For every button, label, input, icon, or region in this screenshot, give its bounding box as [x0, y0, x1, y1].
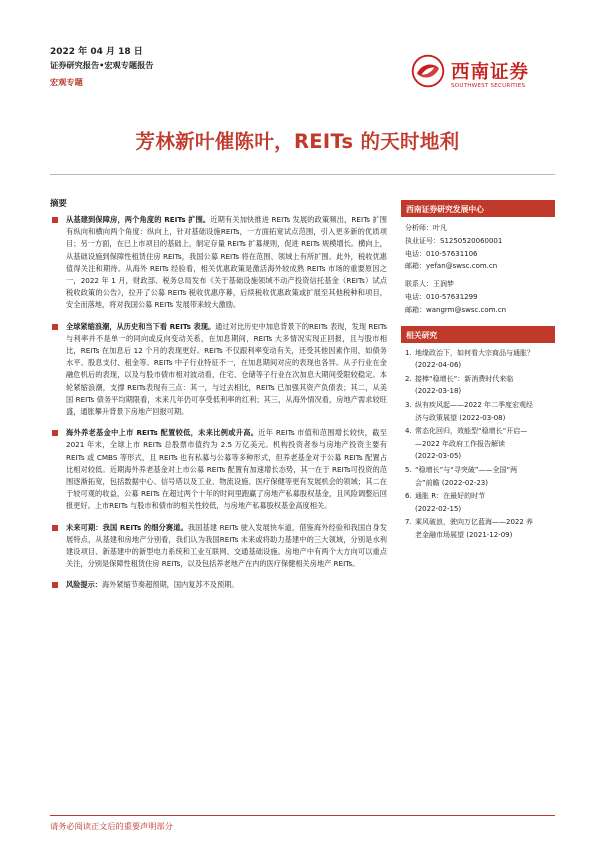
abstract-body: [50, 214, 387, 592]
related-item-text: (2022-03-18): [415, 387, 462, 396]
paragraph-text: 海外紧缩节奏超预期，国内复苏不及预期。: [101, 580, 239, 590]
report-category: 宏观专题: [50, 77, 83, 87]
related-item-number: 7.: [405, 518, 412, 527]
paragraph-text: 策的公告》，拉开了公募 REITs 税收优惠序幕，后续税收优惠政策或扩展至其: [88, 288, 336, 298]
related-item-text: 济与政策展望 (2022-03-08): [415, 413, 506, 422]
bullet-square-icon: [52, 525, 58, 531]
paragraph-lead: 海外养老基金中上市 REITs 配置较低，未来比例或升高。: [66, 428, 259, 438]
header-divider: [50, 174, 555, 175]
abstract-paragraph: [50, 214, 387, 312]
footer-disclaimer: 请务必阅读正文后的重要声明部分: [50, 821, 173, 831]
related-item[interactable]: [405, 516, 551, 541]
company-name-en: SOUTHWEST SECURITIES: [451, 83, 526, 89]
team-heading: 西南证券研究发展中心: [401, 200, 555, 217]
paragraph-text: REITs，一方面拓宽试点范围，引入更多新的优质项目；另一方面，在已上市: [66, 227, 387, 249]
analyst-row: 电话：010-57631299: [405, 292, 478, 301]
report-title: 芳林新叶催陈叶，REITs 的天时地利: [135, 130, 460, 153]
analyst-row: 邮箱：wangrm@swsc.com.cn: [405, 305, 507, 314]
related-item-number: 4.: [405, 427, 412, 436]
paragraph-text: 近期海外养老基金对上市公募 REITs 配置有加速增长态势，其一在于 REITs: [109, 464, 351, 474]
paragraph-text: 所扩围。此外，税收优惠值得关注和期待。从海外 REITs 经验看，相关优惠: [66, 251, 387, 273]
paragraph-text: 近期有关加快推进 REITs 发展的: [210, 215, 315, 224]
related-item-number: 5.: [405, 465, 412, 474]
company-logo: [411, 52, 551, 96]
analyst-info: [401, 217, 555, 317]
related-item-number: 2.: [405, 374, 412, 383]
related-item[interactable]: [405, 347, 551, 372]
report-type: 证券研究报告•宏观专题报告: [50, 60, 154, 70]
paragraph-text: 政策是激活海外较成熟 REITs 市场的重要原因之一，2022 年 1 月，财政部、: [66, 263, 387, 286]
related-item[interactable]: [405, 490, 551, 515]
paragraph-lead: 全球紧缩浪潮，从历史和当下看 REITs 表现。: [66, 321, 216, 331]
paragraph-text: 表现有三点：其一，与过去相比，REITs 已加强其资产负债表；其二，从美: [145, 382, 387, 392]
bullet-square-icon: [52, 430, 58, 436]
related-item-text: (2022-03-05): [415, 452, 462, 461]
paragraph-text: REITs 与股市和债市的相关性较低，与房地产私募股权基金高度相关。: [109, 501, 332, 511]
paragraph-text: 近年 REITs 市值和: [258, 428, 320, 438]
related-item[interactable]: [405, 464, 551, 489]
paragraph-text: 我国基建 REITs 驶入发展快车道，借鉴: [187, 522, 314, 532]
related-item-number: 1.: [405, 348, 412, 357]
paragraph-lead: 未来可期：我国 REITs 的细分赛道。: [66, 522, 188, 532]
paragraph-text: 他税种和项目，安全而落地，将对我国公募 REITs 发展带来较大激励。: [66, 288, 387, 310]
related-item-text: —2022 年政府工作报告解读: [415, 439, 506, 448]
abstract-paragraph: [50, 522, 387, 571]
related-item-text: 常态化回归，效能型“稳增长”开启—: [415, 427, 528, 436]
analyst-row: 电话：010-57631106: [405, 249, 478, 258]
paragraph-text: 私募与公募等多种形式，但养老基金对于公募 REITs 配置占比相对较低。: [66, 452, 387, 474]
paragraph-text: 范围增长较快，截至 2021 年末，全球上市 REITs 总股票市值约为 2.5 万亿美: [66, 428, 387, 450]
analyst-row: 分析师：叶凡: [405, 224, 447, 232]
analyst-row: 邮箱：yefan@swsc.com.cn: [405, 262, 498, 271]
related-item-text: (2022-02-15): [415, 504, 462, 513]
paragraph-text: 元。机构投资者参与房地产投资主要有 REITs 或 CMBS 等形式，且 REITs 也有: [66, 440, 387, 462]
paragraph-text: 从基础设施到保障性租赁住房 REITs，我国公募 REITs 将在范围、领域上有: [66, 251, 307, 261]
related-item-text: 通胀 R：在最好的时节: [415, 492, 486, 501]
paragraph-text: 可投资的范围逐渐拓宽，包括数据中心、信号塔以及工业、物流设施、医疗: [66, 464, 387, 487]
paragraph-text: 平、股息支付、租金等。REITs 中子行业特征不一，在加息期间对应的表现: [73, 358, 314, 368]
sidebar: [401, 200, 555, 542]
related-item-text: 乘风破浪，驶向万亿蓝海——2022 养: [415, 518, 534, 527]
related-research-list: [401, 343, 555, 542]
paragraph-text: 项目的基础上，制定存量 REITs 扩募规则，促进 REITs 规模增长。横向上，: [145, 239, 387, 249]
abstract-section: [50, 197, 387, 601]
related-item-number: 3.: [405, 400, 412, 409]
paragraph-text: 期间，REITs 大多情况实现正回报，且与股市相比，REITs 在加息后 12 个月: [66, 333, 387, 356]
bullet-square-icon: [52, 324, 58, 330]
paragraph-lead: 风险提示：: [66, 580, 102, 590]
related-item[interactable]: [405, 373, 551, 398]
related-item-text: “稳增长”与“寻突破”——全国“两: [415, 465, 518, 474]
abstract-paragraph: [50, 427, 387, 512]
paragraph-text: 保健等更有发展机会的领域；其二在于较可观的收益，公募 REITs 在超过两: [66, 477, 387, 499]
related-item-text: 会”前瞻 (2022-02-23): [415, 478, 488, 487]
footer-divider: [50, 815, 555, 816]
abstract-paragraph: [50, 579, 387, 591]
paragraph-text: 通过对比历史中加息背景下的: [215, 321, 310, 331]
paragraph-lead: 从基建到保障房，两个角度的 REITs 扩围。: [66, 215, 211, 224]
related-item-text: 地缘政治下，如何看大宗商品与通胀？: [415, 348, 534, 357]
paragraph-text: 的表现更好。REITs 不仅跟利率变动有关，还受其他因素作用，如债务水: [66, 346, 387, 368]
paragraph-text: 点关注，分别是保障性租赁住房 REITs，以及包括养老地产在内的医疗保健: [66, 547, 387, 569]
related-item-text: (2022-04-06): [415, 361, 462, 370]
paragraph-text: 也各异。从子行业在金融危机后的表现，以及与股市债市相对波动看，住: [66, 358, 387, 380]
related-item-text: 老金融市场展望 (2021-12-09): [415, 530, 513, 539]
analyst-row: 联系人：王润梦: [405, 280, 454, 289]
related-item-text: 纵有疾风起——2022 年二季度宏观经: [415, 400, 534, 409]
bullet-square-icon: [52, 582, 58, 588]
paragraph-text: 宅、仓储等子行业在次加息大期间受限较稳定。本轮紧缩浪潮，支撑 REITs: [66, 370, 387, 392]
related-item[interactable]: [405, 425, 551, 463]
paragraph-text: 新型电力系统和工业互联网、交通基础设施。房地产中有两个大方向可以重: [138, 547, 380, 557]
paragraph-text: 税务总局发布《关于基础设施领域不动产投资信托基金（REITs）试点税收政: [66, 276, 387, 298]
company-logo-mark-icon: [411, 54, 445, 88]
paragraph-text: 海外经验和我国自身发展特点，从基建和房地产分别看，我们认为我国: [66, 522, 387, 544]
related-item[interactable]: [405, 399, 551, 424]
paragraph-text: 国 REITs 债务平均期限看，未来几年仍可享受低利率的红利；其三，从海外: [66, 394, 308, 404]
paragraph-text: 个十年的时间里跑赢了房地产私募股权基金，且风险调整后回报更好。上市: [66, 489, 387, 511]
abstract-paragraph: [50, 321, 387, 419]
bullet-square-icon: [52, 217, 58, 223]
company-name-cn: 西南证券: [451, 62, 530, 83]
analyst-row: 执业证号：S1250520060001: [405, 236, 503, 245]
report-date: 2022 年 04 月 18 日: [50, 47, 143, 57]
paragraph-text: 情况看，房地产需求较旺盛，通胀攀升背景下房地产回报可期。: [66, 394, 387, 417]
related-research-heading: 相关研究: [401, 326, 555, 343]
paragraph-text: REITs 表现，发现 REITs 与利率并不是单一的同向或反向变动关系，在加息: [66, 321, 387, 343]
related-item-text: 接棒“稳增长”：新消费时代来临: [415, 374, 514, 383]
paragraph-text: REITs 未来或将助力基建中的三大领域，分别是水利建设项目、新基建中的: [66, 534, 387, 557]
paragraph-text: 相关房地产 REITs。: [295, 559, 360, 569]
related-item-number: 6.: [405, 492, 412, 501]
abstract-heading: 摘要: [50, 198, 67, 208]
paragraph-text: 政策频出，REITs 扩围有纵向和横向两个角度：纵向上，针对基础设施: [66, 215, 387, 237]
